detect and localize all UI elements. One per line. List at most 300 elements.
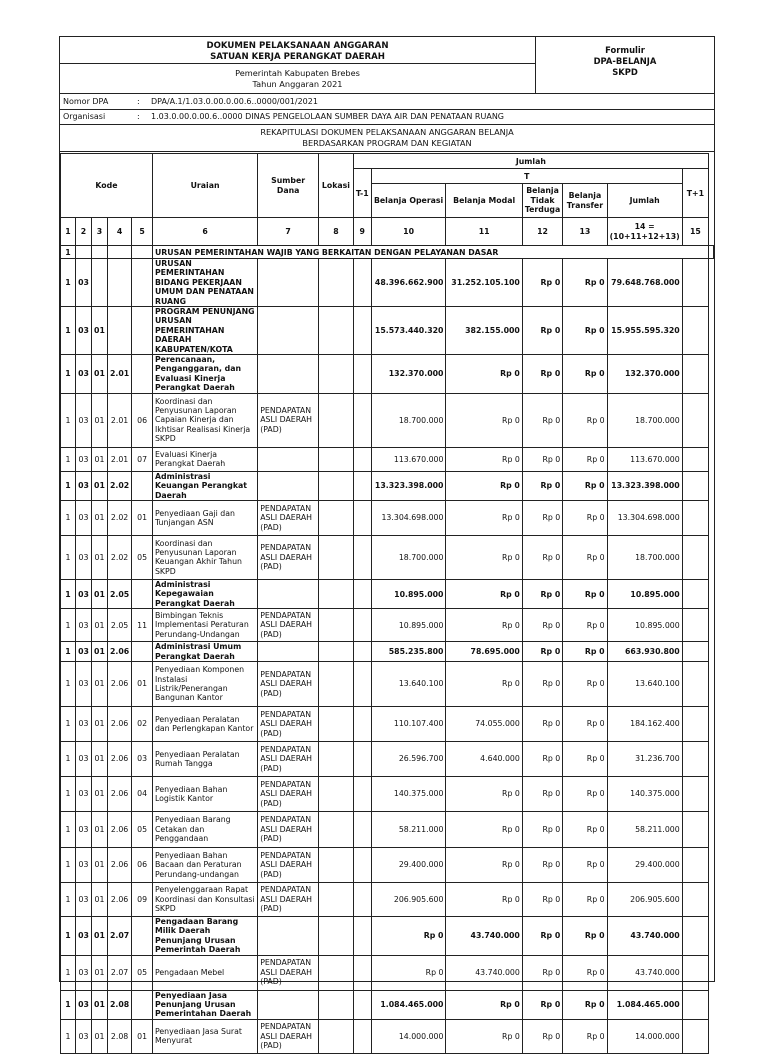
pemerintah-text: Pemerintah Kabupaten Brebes: [235, 68, 360, 78]
belanja-transfer-cell: Rp 0: [563, 471, 607, 500]
kode-bidang: 03: [76, 955, 92, 990]
belanja-tidak-terduga-cell: Rp 0: [522, 500, 562, 535]
header-left: [60, 37, 536, 93]
belanja-operasi-cell: 110.107.400: [371, 706, 446, 741]
t-minus-1-cell: [353, 642, 371, 662]
organisasi-value: 1.03.0.00.0.00.6..0000 DINAS PENGELOLAAN SUMBER DAYA AIR DAN PENATAAN RUANG: [151, 112, 504, 121]
belanja-operasi-cell: 13.640.100: [371, 661, 446, 706]
kode-urusan: 1: [61, 741, 76, 776]
kode-program: 01: [91, 307, 107, 355]
kode-bidang: 03: [76, 847, 92, 882]
lokasi-cell: [319, 447, 354, 471]
belanja-operasi-cell: 29.400.000: [371, 847, 446, 882]
kode-bidang: 03: [76, 661, 92, 706]
t-plus-1-cell: [682, 393, 708, 447]
tahun-anggaran-text: Tahun Anggaran 2021: [252, 79, 343, 89]
kode-urusan: 1: [61, 307, 76, 355]
lokasi-cell: [319, 706, 354, 741]
jumlah-cell: 206.905.600: [607, 882, 682, 916]
lokasi-cell: [319, 642, 354, 662]
lokasi-cell: [319, 1019, 354, 1053]
sumber-dana-cell: PENDAPATAN ASLI DAERAH (PAD): [258, 1019, 319, 1053]
budget-table: [60, 153, 714, 1054]
jumlah-cell: 184.162.400: [607, 706, 682, 741]
kode-bidang: 03: [76, 990, 92, 1019]
jumlah-cell: 31.236.700: [607, 741, 682, 776]
t-plus-1-cell: [682, 609, 708, 642]
lokasi-cell: [319, 535, 354, 579]
belanja-transfer-cell: Rp 0: [563, 535, 607, 579]
sumber-dana-cell: [258, 642, 319, 662]
kode-bidang: 03: [76, 355, 92, 394]
kode-urusan: 1: [61, 642, 76, 662]
jumlah-cell: 58.211.000: [607, 811, 682, 847]
lokasi-cell: [319, 741, 354, 776]
jumlah-cell: 18.700.000: [607, 393, 682, 447]
sumber-dana-cell: [258, 990, 319, 1019]
kode-program: 01: [91, 811, 107, 847]
title-line-2: SATUAN KERJA PERANGKAT DAERAH: [210, 52, 385, 62]
t-plus-1-cell: [682, 706, 708, 741]
belanja-tidak-terduga-cell: Rp 0: [522, 741, 562, 776]
kode-sub-kegiatan: 11: [132, 609, 153, 642]
kode-program: 01: [91, 642, 107, 662]
sumber-dana-cell: PENDAPATAN ASLI DAERAH (PAD): [258, 955, 319, 990]
col-belanja-tidak-terduga: Belanja Tidak Terduga: [522, 184, 562, 218]
uraian-cell: Penyediaan Peralatan dan Perlengkapan Kantor: [152, 706, 257, 741]
kode-program: 01: [91, 609, 107, 642]
uraian-cell: Perencanaan, Penganggaran, dan Evaluasi Kinerja Perangkat Daerah: [152, 355, 257, 394]
belanja-transfer-cell: Rp 0: [563, 916, 607, 955]
belanja-transfer-cell: Rp 0: [563, 847, 607, 882]
uraian-cell: Administrasi Keuangan Perangkat Daerah: [152, 471, 257, 500]
col-num: 1: [61, 218, 76, 246]
table-row: [61, 955, 714, 990]
belanja-operasi-cell: 140.375.000: [371, 776, 446, 811]
kode-urusan: 1: [61, 1019, 76, 1053]
jumlah-cell: 79.648.768.000: [607, 259, 682, 307]
kode-bidang: 03: [76, 579, 92, 608]
kode-kegiatan: 2.05: [107, 579, 131, 608]
organisasi-label: Organisasi: [63, 112, 106, 121]
jumlah-cell: 15.955.595.320: [607, 307, 682, 355]
belanja-operasi-cell: 26.596.700: [371, 741, 446, 776]
t-plus-1-cell: [682, 955, 708, 990]
kode-program: 01: [91, 741, 107, 776]
kode-sub-kegiatan: [132, 259, 153, 307]
kode-bidang: 03: [76, 259, 92, 307]
belanja-transfer-cell: Rp 0: [563, 579, 607, 608]
t-plus-1-cell: [682, 447, 708, 471]
belanja-transfer-cell: Rp 0: [563, 811, 607, 847]
kode-sub-kegiatan: 01: [132, 500, 153, 535]
form-code: DPA-BELANJA: [593, 56, 657, 66]
belanja-transfer-cell: Rp 0: [563, 741, 607, 776]
kode-urusan: 1: [61, 500, 76, 535]
kode-urusan: 1: [61, 811, 76, 847]
dpa-document: [59, 36, 715, 1050]
col-belanja-operasi: Belanja Operasi: [371, 184, 446, 218]
table-row: [61, 916, 714, 955]
kode-kegiatan: 2.02: [107, 500, 131, 535]
belanja-modal-cell: 43.740.000: [446, 916, 522, 955]
belanja-modal-cell: Rp 0: [446, 393, 522, 447]
lokasi-cell: [319, 847, 354, 882]
title-line-1: DOKUMEN PELAKSANAAN ANGGARAN: [206, 41, 389, 51]
belanja-operasi-cell: 18.700.000: [371, 535, 446, 579]
table-row: [61, 990, 714, 1019]
rekapitulasi-title: [60, 125, 714, 152]
col-belanja-modal: Belanja Modal: [446, 184, 522, 218]
sumber-dana-cell: PENDAPATAN ASLI DAERAH (PAD): [258, 393, 319, 447]
document-title: [60, 41, 535, 63]
sumber-dana-cell: PENDAPATAN ASLI DAERAH (PAD): [258, 847, 319, 882]
jumlah-cell: 13.304.698.000: [607, 500, 682, 535]
sumber-dana-cell: [258, 447, 319, 471]
kode-urusan: 1: [61, 990, 76, 1019]
belanja-operasi-cell: 113.670.000: [371, 447, 446, 471]
t-minus-1-cell: [353, 741, 371, 776]
kode-sub-kegiatan: [132, 990, 153, 1019]
col-num: 10: [371, 218, 446, 246]
belanja-modal-cell: Rp 0: [446, 776, 522, 811]
table-row: [61, 706, 714, 741]
belanja-operasi-cell: 14.000.000: [371, 1019, 446, 1053]
t-minus-1-cell: [353, 259, 371, 307]
belanja-modal-cell: Rp 0: [446, 811, 522, 847]
nomor-dpa-value: DPA/A.1/1.03.0.00.0.00.6..0000/001/2021: [151, 97, 318, 106]
table-row: [61, 609, 714, 642]
belanja-transfer-cell: Rp 0: [563, 882, 607, 916]
kode-kegiatan: 2.06: [107, 642, 131, 662]
t-minus-1-cell: [353, 609, 371, 642]
kode-urusan: 1: [61, 776, 76, 811]
uraian-cell: Pengadaan Barang Milik Daerah Penunjang Urusan Pemerintah Daerah: [152, 916, 257, 955]
lokasi-cell: [319, 579, 354, 608]
formulir-label: Formulir: [605, 45, 645, 55]
t-minus-1-cell: [353, 535, 371, 579]
lokasi-cell: [319, 661, 354, 706]
kode-kegiatan: 2.06: [107, 706, 131, 741]
belanja-operasi-cell: 13.323.398.000: [371, 471, 446, 500]
belanja-transfer-cell: Rp 0: [563, 990, 607, 1019]
belanja-modal-cell: 31.252.105.100: [446, 259, 522, 307]
kode-kegiatan: 2.06: [107, 882, 131, 916]
uraian-cell: Penyediaan Bahan Bacaan dan Peraturan Perundang-undangan: [152, 847, 257, 882]
kode-urusan: 1: [61, 259, 76, 307]
table-row: [61, 847, 714, 882]
col-num: 11: [446, 218, 522, 246]
uraian-cell: URUSAN PEMERINTAHAN WAJIB YANG BERKAITAN DENGAN PELAYANAN DASAR: [152, 246, 708, 259]
belanja-modal-cell: Rp 0: [446, 447, 522, 471]
kode-sub-kegiatan: [132, 246, 153, 259]
lokasi-cell: [319, 307, 354, 355]
lokasi-cell: [319, 355, 354, 394]
kode-program: 01: [91, 882, 107, 916]
sumber-dana-cell: [258, 307, 319, 355]
kode-sub-kegiatan: 05: [132, 535, 153, 579]
lokasi-cell: [319, 955, 354, 990]
table-body: [61, 246, 714, 1054]
kode-bidang: 03: [76, 706, 92, 741]
belanja-transfer-cell: Rp 0: [563, 393, 607, 447]
belanja-tidak-terduga-cell: Rp 0: [522, 259, 562, 307]
header-subtitle: [60, 63, 535, 93]
column-number-row: [61, 218, 714, 246]
col-num: 6: [152, 218, 257, 246]
belanja-operasi-cell: 13.304.698.000: [371, 500, 446, 535]
jumlah-cell: 13.323.398.000: [607, 471, 682, 500]
kode-program: 01: [91, 847, 107, 882]
kode-kegiatan: 2.01: [107, 447, 131, 471]
belanja-tidak-terduga-cell: Rp 0: [522, 776, 562, 811]
kode-bidang: 03: [76, 393, 92, 447]
col-jumlah: Jumlah: [607, 184, 682, 218]
t-plus-1-cell: [682, 776, 708, 811]
kode-urusan: 1: [61, 847, 76, 882]
sumber-dana-cell: PENDAPATAN ASLI DAERAH (PAD): [258, 609, 319, 642]
kode-bidang: [76, 246, 92, 259]
t-plus-1-cell: [682, 661, 708, 706]
col-t: T: [371, 169, 682, 184]
t-plus-1-cell: [682, 811, 708, 847]
kode-kegiatan: 2.08: [107, 990, 131, 1019]
kode-bidang: 03: [76, 741, 92, 776]
kode-program: 01: [91, 355, 107, 394]
kode-program: 01: [91, 916, 107, 955]
belanja-transfer-cell: Rp 0: [563, 1019, 607, 1053]
t-minus-1-cell: [353, 393, 371, 447]
belanja-tidak-terduga-cell: Rp 0: [522, 955, 562, 990]
table-row: [61, 1019, 714, 1053]
belanja-operasi-cell: 58.211.000: [371, 811, 446, 847]
t-plus-1-cell: [682, 642, 708, 662]
kode-sub-kegiatan: [132, 471, 153, 500]
kode-kegiatan: 2.07: [107, 916, 131, 955]
belanja-transfer-cell: Rp 0: [563, 642, 607, 662]
kode-urusan: 1: [61, 535, 76, 579]
uraian-cell: Penyediaan Gaji dan Tunjangan ASN: [152, 500, 257, 535]
sumber-dana-cell: PENDAPATAN ASLI DAERAH (PAD): [258, 776, 319, 811]
uraian-cell: Penyediaan Jasa Penunjang Urusan Pemerintahan Daerah: [152, 990, 257, 1019]
sumber-dana-cell: PENDAPATAN ASLI DAERAH (PAD): [258, 706, 319, 741]
table-row: [61, 642, 714, 662]
table-row: [61, 447, 714, 471]
t-minus-1-cell: [353, 447, 371, 471]
sumber-dana-cell: PENDAPATAN ASLI DAERAH (PAD): [258, 500, 319, 535]
t-minus-1-cell: [353, 307, 371, 355]
kode-sub-kegiatan: 03: [132, 741, 153, 776]
col-num: 8: [319, 218, 354, 246]
jumlah-cell: 43.740.000: [607, 955, 682, 990]
kode-sub-kegiatan: [132, 916, 153, 955]
t-minus-1-cell: [353, 500, 371, 535]
col-num: 14 = (10+11+12+13): [607, 218, 682, 246]
t-minus-1-cell: [353, 355, 371, 394]
belanja-operasi-cell: 206.905.600: [371, 882, 446, 916]
jumlah-cell: 14.000.000: [607, 1019, 682, 1053]
col-num: 3: [91, 218, 107, 246]
table-row: [61, 776, 714, 811]
belanja-operasi-cell: 10.895.000: [371, 579, 446, 608]
lokasi-cell: [319, 393, 354, 447]
belanja-tidak-terduga-cell: Rp 0: [522, 661, 562, 706]
kode-urusan: 1: [61, 955, 76, 990]
sumber-dana-cell: [258, 916, 319, 955]
col-uraian: Uraian: [152, 154, 257, 218]
kode-program: 01: [91, 990, 107, 1019]
col-num: 9: [353, 218, 371, 246]
kode-bidang: 03: [76, 776, 92, 811]
uraian-cell: Penyediaan Barang Cetakan dan Penggandaan: [152, 811, 257, 847]
lokasi-cell: [319, 471, 354, 500]
kode-bidang: 03: [76, 1019, 92, 1053]
kode-bidang: 03: [76, 882, 92, 916]
t-plus-1-cell: [682, 882, 708, 916]
jumlah-cell: 18.700.000: [607, 535, 682, 579]
belanja-modal-cell: 4.640.000: [446, 741, 522, 776]
belanja-operasi-cell: Rp 0: [371, 955, 446, 990]
t-plus-1-cell: [682, 259, 708, 307]
col-num: 5: [132, 218, 153, 246]
kode-kegiatan: 2.02: [107, 535, 131, 579]
belanja-operasi-cell: 585.235.800: [371, 642, 446, 662]
t-minus-1-cell: [353, 1019, 371, 1053]
belanja-tidak-terduga-cell: Rp 0: [522, 393, 562, 447]
uraian-cell: Penyediaan Jasa Surat Menyurat: [152, 1019, 257, 1053]
belanja-transfer-cell: Rp 0: [563, 776, 607, 811]
t-minus-1-cell: [353, 471, 371, 500]
belanja-tidak-terduga-cell: Rp 0: [522, 579, 562, 608]
t-minus-1-cell: [353, 916, 371, 955]
t-plus-1-cell: [682, 990, 708, 1019]
table-row: [61, 811, 714, 847]
belanja-tidak-terduga-cell: Rp 0: [522, 706, 562, 741]
kode-program: 01: [91, 500, 107, 535]
belanja-modal-cell: 43.740.000: [446, 955, 522, 990]
belanja-transfer-cell: Rp 0: [563, 307, 607, 355]
kode-sub-kegiatan: 01: [132, 661, 153, 706]
sumber-dana-cell: PENDAPATAN ASLI DAERAH (PAD): [258, 811, 319, 847]
belanja-transfer-cell: Rp 0: [563, 706, 607, 741]
kode-kegiatan: 2.06: [107, 741, 131, 776]
jumlah-cell: 663.930.800: [607, 642, 682, 662]
belanja-operasi-cell: Rp 0: [371, 916, 446, 955]
kode-bidang: 03: [76, 535, 92, 579]
jumlah-cell: 29.400.000: [607, 847, 682, 882]
kode-kegiatan: 2.06: [107, 811, 131, 847]
belanja-transfer-cell: Rp 0: [563, 259, 607, 307]
kode-sub-kegiatan: 06: [132, 847, 153, 882]
uraian-cell: Koordinasi dan Penyusunan Laporan Capaian Kinerja dan Ikhtisar Realisasi Kinerja SKPD: [152, 393, 257, 447]
col-kode: Kode: [61, 154, 153, 218]
kode-urusan: 1: [61, 661, 76, 706]
belanja-modal-cell: Rp 0: [446, 579, 522, 608]
header-row-1: [61, 154, 714, 169]
belanja-transfer-cell: Rp 0: [563, 609, 607, 642]
t-minus-1-cell: [353, 990, 371, 1019]
kode-bidang: 03: [76, 471, 92, 500]
uraian-cell: Penyediaan Peralatan Rumah Tangga: [152, 741, 257, 776]
jumlah-cell: 1.084.465.000: [607, 990, 682, 1019]
kode-urusan: 1: [61, 916, 76, 955]
belanja-modal-cell: Rp 0: [446, 609, 522, 642]
col-num: 4: [107, 218, 131, 246]
kode-sub-kegiatan: [132, 579, 153, 608]
kode-program: 01: [91, 447, 107, 471]
kode-kegiatan: 2.06: [107, 847, 131, 882]
table-row: [61, 741, 714, 776]
belanja-operasi-cell: 10.895.000: [371, 609, 446, 642]
belanja-modal-cell: Rp 0: [446, 661, 522, 706]
jumlah-cell: 132.370.000: [607, 355, 682, 394]
table-row: [61, 307, 714, 355]
kode-kegiatan: 2.05: [107, 609, 131, 642]
kode-kegiatan: 2.01: [107, 393, 131, 447]
belanja-tidak-terduga-cell: Rp 0: [522, 990, 562, 1019]
sumber-dana-cell: PENDAPATAN ASLI DAERAH (PAD): [258, 882, 319, 916]
kode-sub-kegiatan: 04: [132, 776, 153, 811]
col-t-plus-1: T+1: [682, 169, 708, 218]
t-minus-1-cell: [353, 882, 371, 916]
kode-bidang: 03: [76, 916, 92, 955]
uraian-cell: Penyelenggaraan Rapat Koordinasi dan Konsultasi SKPD: [152, 882, 257, 916]
rekap-line-2: BERDASARKAN PROGRAM DAN KEGIATAN: [302, 138, 472, 148]
kode-program: 01: [91, 1019, 107, 1053]
belanja-modal-cell: Rp 0: [446, 535, 522, 579]
belanja-operasi-cell: 15.573.440.320: [371, 307, 446, 355]
uraian-cell: Administrasi Umum Perangkat Daerah: [152, 642, 257, 662]
t-plus-1-cell: [682, 741, 708, 776]
col-lokasi: Lokasi: [319, 154, 354, 218]
t-minus-1-cell: [353, 776, 371, 811]
kode-urusan: 1: [61, 609, 76, 642]
sumber-dana-cell: [258, 259, 319, 307]
organisasi-row: [60, 109, 714, 125]
kode-sub-kegiatan: [132, 355, 153, 394]
colon: :: [137, 112, 140, 121]
uraian-cell: PROGRAM PENUNJANG URUSAN PEMERINTAHAN DAERAH KABUPATEN/KOTA: [152, 307, 257, 355]
table-row: [61, 355, 714, 394]
kode-bidang: 03: [76, 609, 92, 642]
kode-kegiatan: 2.02: [107, 471, 131, 500]
belanja-transfer-cell: Rp 0: [563, 955, 607, 990]
rekap-line-1: REKAPITULASI DOKUMEN PELAKSANAAN ANGGARAN BELANJA: [260, 127, 514, 137]
t-plus-1-cell: [682, 307, 708, 355]
belanja-tidak-terduga-cell: Rp 0: [522, 447, 562, 471]
document-header: [60, 37, 714, 94]
belanja-tidak-terduga-cell: Rp 0: [522, 916, 562, 955]
belanja-modal-cell: Rp 0: [446, 847, 522, 882]
uraian-cell: Evaluasi Kinerja Perangkat Daerah: [152, 447, 257, 471]
kode-sub-kegiatan: 09: [132, 882, 153, 916]
col-t-minus-1: T-1: [353, 169, 371, 218]
t-plus-1-cell: [682, 471, 708, 500]
col-num: 13: [563, 218, 607, 246]
belanja-modal-cell: 78.695.000: [446, 642, 522, 662]
table-row: [61, 393, 714, 447]
form-unit: SKPD: [612, 67, 638, 77]
belanja-tidak-terduga-cell: Rp 0: [522, 307, 562, 355]
nomor-dpa-label: Nomor DPA: [63, 97, 109, 106]
col-jumlah-group: Jumlah: [353, 154, 708, 169]
col-num: 15: [682, 218, 708, 246]
jumlah-cell: 140.375.000: [607, 776, 682, 811]
table-row: [61, 661, 714, 706]
kode-program: 01: [91, 535, 107, 579]
kode-kegiatan: 2.06: [107, 661, 131, 706]
t-plus-1-cell: [682, 1019, 708, 1053]
